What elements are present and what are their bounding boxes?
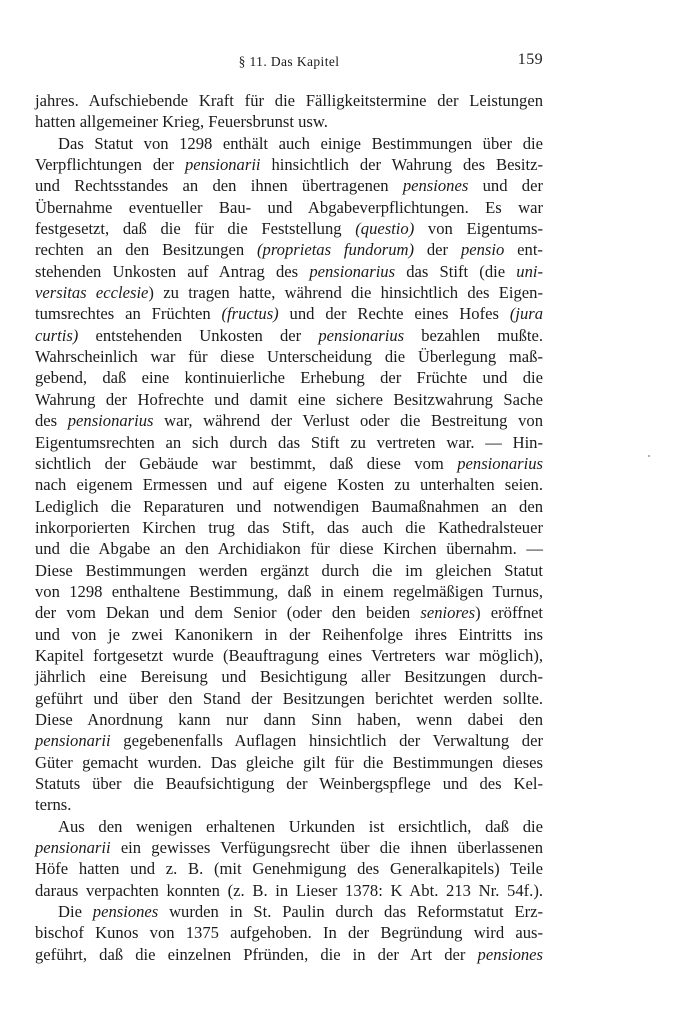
text-line: Kapitel fortgesetzt wurde (Beauftragung eines Vertreters war möglich), — [35, 645, 543, 665]
text-line: sichtlich der Gebäude war bestimmt, daß diese vom pensionarius — [35, 453, 543, 473]
text-line: terns. — [35, 795, 72, 815]
text-line: geführt, daß die einzelnen Pfründen, die in der Art der pensiones — [35, 944, 543, 964]
text-line: Diese Bestimmungen werden ergänzt durch die im gleichen Statut — [35, 560, 543, 580]
text-line: rechten an den Besitzungen (proprietas fundorum) der pensio ent- — [35, 240, 543, 260]
text-line: und die Abgabe an den Archidiakon für diese Kirchen übernahm. — — [35, 539, 543, 559]
text-line: tumsrechtes an Früchten (fructus) und der Rechte eines Hofes (jura — [35, 304, 543, 324]
body-text — [35, 90, 543, 965]
page-number: 159 — [517, 51, 543, 68]
text-line: hatten allgemeiner Krieg, Feuersbrunst usw. — [35, 112, 328, 132]
text-line: der vom Dekan und dem Senior (oder den beiden seniores) eröffnet — [35, 603, 543, 623]
text-line: von 1298 enthaltene Bestimmung, daß in einem regelmäßigen Turnus, — [35, 581, 543, 601]
text-line: Höfe hatten und z. B. (mit Genehmigung des Generalkapitels) Teile — [35, 859, 543, 879]
text-line: und Rechtsstandes an den ihnen übertragenen pensiones und der — [35, 176, 543, 196]
text-line: Diese Anordnung kann nur dann Sinn haben, wenn dabei den — [35, 709, 543, 729]
text-line: daraus verpachten konnten (z. B. in Lieser 1378: K Abt. 213 Nr. 54f.). — [35, 880, 543, 900]
text-line: Verpflichtungen der pensionarii hinsichtlich der Wahrung des Besitz- — [35, 155, 543, 175]
text-line: jahres. Aufschiebende Kraft für die Fälligkeitstermine der Leistungen — [35, 91, 543, 110]
text-line: Wahrung der Hofrechte und damit eine sichere Besitzwahrung Sache — [35, 389, 543, 409]
text-line: Güter gemacht wurden. Das gleiche gilt für die Bestimmungen dieses — [35, 752, 543, 772]
text-line: Aus den wenigen erhaltenen Urkunden ist ersichtlich, daß die — [58, 816, 543, 836]
text-line: des pensionarius war, während der Verlust oder die Bestreitung von — [35, 411, 543, 431]
paper-speck — [648, 455, 650, 457]
text-line: Das Statut von 1298 enthält auch einige Bestimmungen über die — [58, 133, 543, 153]
text-line: und von je zwei Kanonikern in der Reihenfolge ihres Eintritts ins — [35, 624, 543, 644]
text-line: versitas ecclesie) zu tragen hatte, während die hinsichtlich des Eigen- — [35, 283, 543, 303]
text-line: bischof Kunos von 1375 aufgehoben. In der Begründung wird aus- — [35, 923, 543, 943]
text-line: Die pensiones wurden in St. Paulin durch das Reformstatut Erz- — [58, 902, 544, 922]
text-line: Übernahme eventueller Bau- und Abgabeverpflichtungen. Es war — [35, 197, 543, 217]
text-line: festgesetzt, daß die für die Feststellung (questio) von Eigentums- — [35, 219, 543, 239]
text-line: geführt und über den Stand der Besitzungen berichtet werden sollte. — [35, 688, 543, 708]
book-page — [35, 50, 543, 965]
text-line: pensionarii ein gewisses Verfügungsrecht über die ihnen überlassenen — [35, 838, 543, 858]
text-line: nach eigenem Ermessen und auf eigene Kosten zu unterhalten seien. — [35, 475, 543, 495]
section-title: § 11. Das Kapitel — [238, 54, 340, 69]
text-line: pensionarii gegebenenfalls Auflagen hinsichtlich der Verwaltung der — [35, 731, 543, 751]
text-line: gebend, daß eine kontinuierliche Erhebung der Früchte und die — [35, 368, 543, 388]
text-line: curtis) entstehenden Unkosten der pensionarius bezahlen mußte. — [35, 325, 543, 345]
text-line: inkorporierten Kirchen trug das Stift, das auch die Kathedralsteuer — [35, 517, 543, 537]
text-line: Statuts über die Beaufsichtigung der Weinbergspflege und des Kel- — [35, 774, 543, 793]
text-line: Lediglich die Reparaturen und notwendigen Baumaßnahmen an den — [35, 496, 543, 516]
text-line: Eigentumsrechten an sich durch das Stift zu vertreten war. — Hin- — [35, 432, 543, 452]
running-head — [35, 50, 543, 72]
text-line: stehenden Unkosten auf Antrag des pensionarius das Stift (die uni- — [35, 261, 543, 281]
text-line: jährlich eine Bereisung und Besichtigung aller Besitzungen durch- — [35, 667, 543, 687]
text-line: Wahrscheinlich war für diese Unterscheidung die Überlegung maß- — [35, 347, 543, 367]
